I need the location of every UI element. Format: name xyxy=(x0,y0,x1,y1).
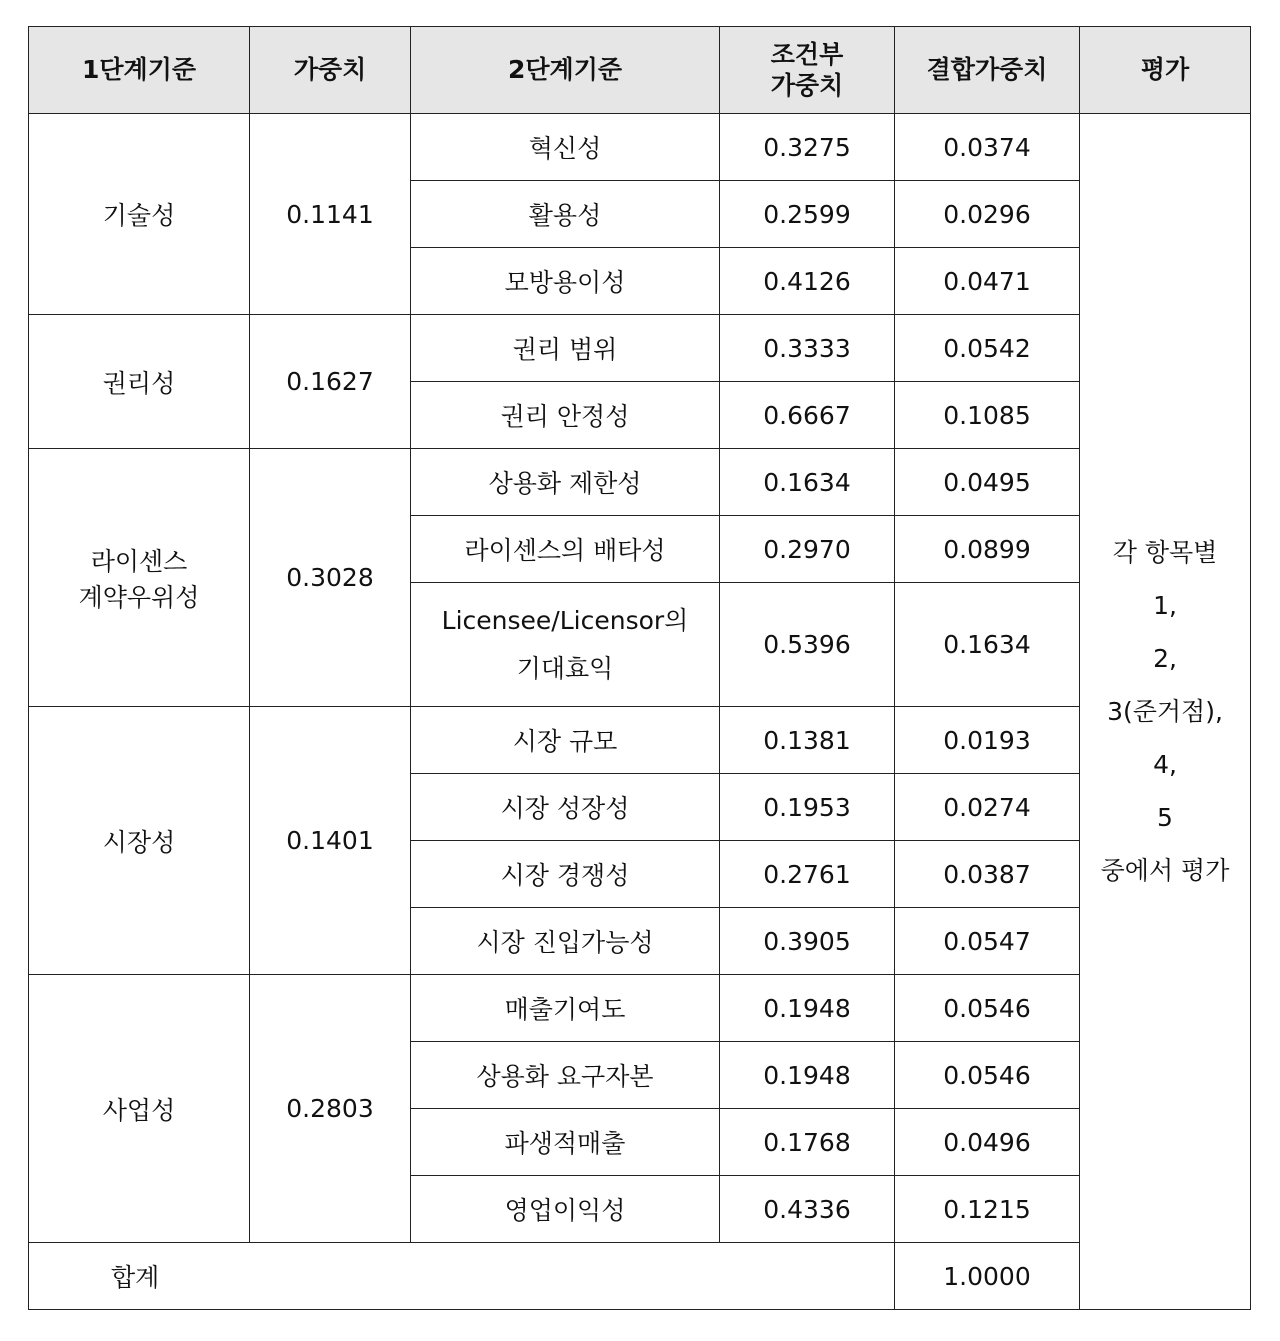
header-level2-criteria: 2단계기준 xyxy=(411,27,720,114)
conditional-weight: 0.1953 xyxy=(720,774,895,841)
level2-criteria: 상용화 제한성 xyxy=(411,449,720,516)
weight-table xyxy=(28,26,1251,1310)
level2-criteria: 활용성 xyxy=(411,181,720,248)
level2-criteria: 시장 경쟁성 xyxy=(411,841,720,908)
combined-weight: 0.0471 xyxy=(895,248,1080,315)
table-row xyxy=(29,315,1251,382)
combined-weight: 0.1634 xyxy=(895,583,1080,707)
conditional-weight: 0.5396 xyxy=(720,583,895,707)
combined-weight: 0.0547 xyxy=(895,908,1080,975)
level2-criteria: 시장 진입가능성 xyxy=(411,908,720,975)
level1-weight: 0.2803 xyxy=(250,975,411,1243)
level1-weight: 0.1401 xyxy=(250,707,411,975)
level1-weight: 0.1141 xyxy=(250,114,411,315)
table-row xyxy=(29,114,1251,181)
level2-criteria: 혁신성 xyxy=(411,114,720,181)
evaluation-line: 4, xyxy=(1153,750,1177,779)
conditional-weight: 0.4126 xyxy=(720,248,895,315)
evaluation-line: 3(준거점), xyxy=(1107,697,1223,726)
conditional-weight: 0.1768 xyxy=(720,1109,895,1176)
level1-criteria: 권리성 xyxy=(29,315,250,449)
table-row xyxy=(29,449,1251,516)
total-label: 합계 xyxy=(29,1243,895,1310)
evaluation-line: 2, xyxy=(1153,644,1177,673)
level2-criteria: 파생적매출 xyxy=(411,1109,720,1176)
level2-criteria: 매출기여도 xyxy=(411,975,720,1042)
header-conditional-weight: 조건부 가중치 xyxy=(720,27,895,114)
evaluation-line: 중에서 평가 xyxy=(1100,856,1230,885)
evaluation-line: 5 xyxy=(1157,803,1173,832)
header-evaluation: 평가 xyxy=(1080,27,1251,114)
level1-criteria: 시장성 xyxy=(29,707,250,975)
combined-weight: 0.0387 xyxy=(895,841,1080,908)
combined-weight: 0.0496 xyxy=(895,1109,1080,1176)
conditional-weight: 0.1948 xyxy=(720,975,895,1042)
combined-weight: 0.1215 xyxy=(895,1176,1080,1243)
header-level1-criteria: 1단계기준 xyxy=(29,27,250,114)
conditional-weight: 0.2599 xyxy=(720,181,895,248)
level1-criteria: 기술성 xyxy=(29,114,250,315)
combined-weight: 0.0296 xyxy=(895,181,1080,248)
level2-criteria: 시장 성장성 xyxy=(411,774,720,841)
level2-criteria: 영업이익성 xyxy=(411,1176,720,1243)
combined-weight: 0.0546 xyxy=(895,1042,1080,1109)
header-row xyxy=(29,27,1251,114)
level2-criteria: 권리 범위 xyxy=(411,315,720,382)
combined-weight: 0.0542 xyxy=(895,315,1080,382)
level1-weight: 0.1627 xyxy=(250,315,411,449)
level2-criteria: 권리 안정성 xyxy=(411,382,720,449)
total-row xyxy=(29,1243,1251,1310)
total-value: 1.0000 xyxy=(895,1243,1080,1310)
level2-criteria: 시장 규모 xyxy=(411,707,720,774)
level2-criteria: 라이센스의 배타성 xyxy=(411,516,720,583)
conditional-weight: 0.2761 xyxy=(720,841,895,908)
conditional-weight: 0.2970 xyxy=(720,516,895,583)
header-weight: 가중치 xyxy=(250,27,411,114)
evaluation-line: 각 항목별 xyxy=(1112,538,1218,567)
combined-weight: 0.0193 xyxy=(895,707,1080,774)
level2-criteria: Licensee/Licensor의 기대효익 xyxy=(411,583,720,707)
conditional-weight: 0.3905 xyxy=(720,908,895,975)
evaluation-line: 1, xyxy=(1153,591,1177,620)
level2-criteria: 상용화 요구자본 xyxy=(411,1042,720,1109)
conditional-weight: 0.6667 xyxy=(720,382,895,449)
table-row xyxy=(29,975,1251,1042)
level1-weight: 0.3028 xyxy=(250,449,411,707)
conditional-weight: 0.1634 xyxy=(720,449,895,516)
combined-weight: 0.0495 xyxy=(895,449,1080,516)
level1-criteria: 라이센스 계약우위성 xyxy=(29,449,250,707)
combined-weight: 0.0546 xyxy=(895,975,1080,1042)
conditional-weight: 0.1948 xyxy=(720,1042,895,1109)
level1-criteria: 사업성 xyxy=(29,975,250,1243)
conditional-weight: 0.3275 xyxy=(720,114,895,181)
combined-weight: 0.0274 xyxy=(895,774,1080,841)
conditional-weight: 0.3333 xyxy=(720,315,895,382)
combined-weight: 0.0899 xyxy=(895,516,1080,583)
conditional-weight: 0.1381 xyxy=(720,707,895,774)
header-combined-weight: 결합가중치 xyxy=(895,27,1080,114)
combined-weight: 0.0374 xyxy=(895,114,1080,181)
combined-weight: 0.1085 xyxy=(895,382,1080,449)
level2-criteria: 모방용이성 xyxy=(411,248,720,315)
conditional-weight: 0.4336 xyxy=(720,1176,895,1243)
table-row xyxy=(29,707,1251,774)
evaluation-cell xyxy=(1080,114,1251,1310)
